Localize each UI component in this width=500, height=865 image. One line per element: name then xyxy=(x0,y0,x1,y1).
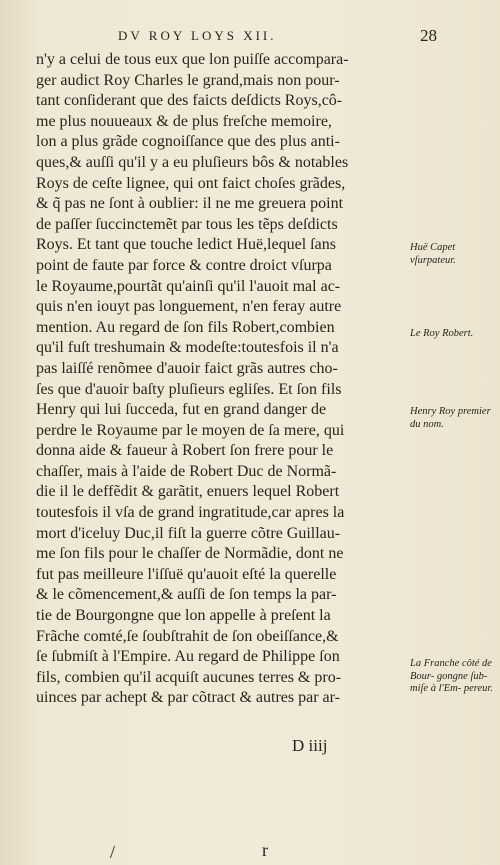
page-number: 28 xyxy=(420,26,437,45)
text-line: mort d'iceluy Duc,il fiſt la guerre cõtre Guillau- xyxy=(36,524,341,542)
text-line: & q̃ pas ne ſont à oublier: il ne me greuera point xyxy=(36,195,344,213)
body-text xyxy=(36,50,408,709)
text-line: die il le deffẽdit & garãtit, enuers lequel Robert xyxy=(36,483,340,501)
text-line: quis n'en iouyt pas longuement, n'en feray autre xyxy=(36,298,342,316)
signature-mark: D iiij xyxy=(292,736,328,755)
text-line: perdre le Royaume par le moyen de ſa mere, qui xyxy=(36,421,345,439)
text-line: Roys de ceſte lignee, qui ont faict choſes grãdes, xyxy=(36,174,346,192)
text-line: fut pas meilleure l'iſſuë qu'auoit eſté la querelle xyxy=(36,565,337,583)
printer-mark: / xyxy=(110,842,116,862)
text-line: ques,& auſſi qu'il y a eu pluſieurs bôs & notables xyxy=(36,153,349,171)
text-line: chaſſer, mais à l'aide de Robert Duc de Normã- xyxy=(36,462,337,480)
margin-note-franche-comte: La Franche côté de Bour- gongne ſub- miſe à l'Em- pereur. xyxy=(410,658,493,694)
text-line: me ſon fils pour le chaſſer de Normãdie, dont ne xyxy=(36,545,344,563)
margin-note-henry: Henry Roy premier du nom. xyxy=(410,406,491,430)
text-line: Henry qui lui ſucceda, fut en grand danger de xyxy=(36,401,327,419)
printer-mark: r xyxy=(262,840,268,860)
text-line: ger audict Roy Charles le grand,mais non pour- xyxy=(36,71,340,89)
running-title: DV ROY LOYS XII. xyxy=(118,28,277,43)
text-line: tie de Bourgongne que lon appelle à preſent la xyxy=(36,607,331,625)
text-line: fils, combien qu'il acquiſt aucunes terres & pro- xyxy=(36,668,342,686)
text-line: tant conſiderant que des faicts deſdicts Roys,cô- xyxy=(36,92,343,110)
text-line: ſes que d'auoir baſty pluſieurs egliſes. Et ſon fils xyxy=(36,380,342,398)
margin-note-hue-capet: Huë Capet vſurpateur. xyxy=(410,242,456,266)
text-line: qu'il fuſt treshumain & modeſte:toutesfois il n'a xyxy=(36,339,339,357)
text-line: Roys. Et tant que touche ledict Huë,lequel ſans xyxy=(36,236,336,254)
text-line: donna aide & faueur à Robert ſon frere pour le xyxy=(36,442,334,460)
text-line: Frãche comté,ſe ſoubſtrahit de ſon obeiſſance,& xyxy=(36,627,339,645)
text-line: mention. Au regard de ſon fils Robert,combien xyxy=(36,318,335,336)
text-line: me plus nouueaux & de plus freſche memoire, xyxy=(36,112,332,130)
text-line: & le cõmencement,& auſſi de ſon temps la par- xyxy=(36,586,337,604)
text-line: uinces par achept & par cõtract & autres par ar- xyxy=(36,689,340,707)
text-line: pas laiſſé renõmee d'auoir faict grãs autres cho- xyxy=(36,359,338,377)
text-line: le Royaume,pourtãt qu'ainſi qu'il l'auoit mal ac- xyxy=(36,277,341,295)
text-line: ſe ſubmiſt à l'Empire. Au regard de Philippe ſon xyxy=(36,648,340,666)
text-line: toutesfois il vſa de grand ingratitude,car apres la xyxy=(36,504,345,522)
text-line: de paſſer ſuccinctemẽt par tous les tẽps deſdicts xyxy=(36,215,338,233)
text-line: point de faute par force & contre droict vſurpa xyxy=(36,256,332,274)
margin-note-robert: Le Roy Robert. xyxy=(410,328,474,339)
text-line: lon a plus grãde cognoiſſance que des plus anti- xyxy=(36,133,340,151)
text-line: n'y a celui de tous eux que lon puiſſe accompara- xyxy=(36,51,349,68)
